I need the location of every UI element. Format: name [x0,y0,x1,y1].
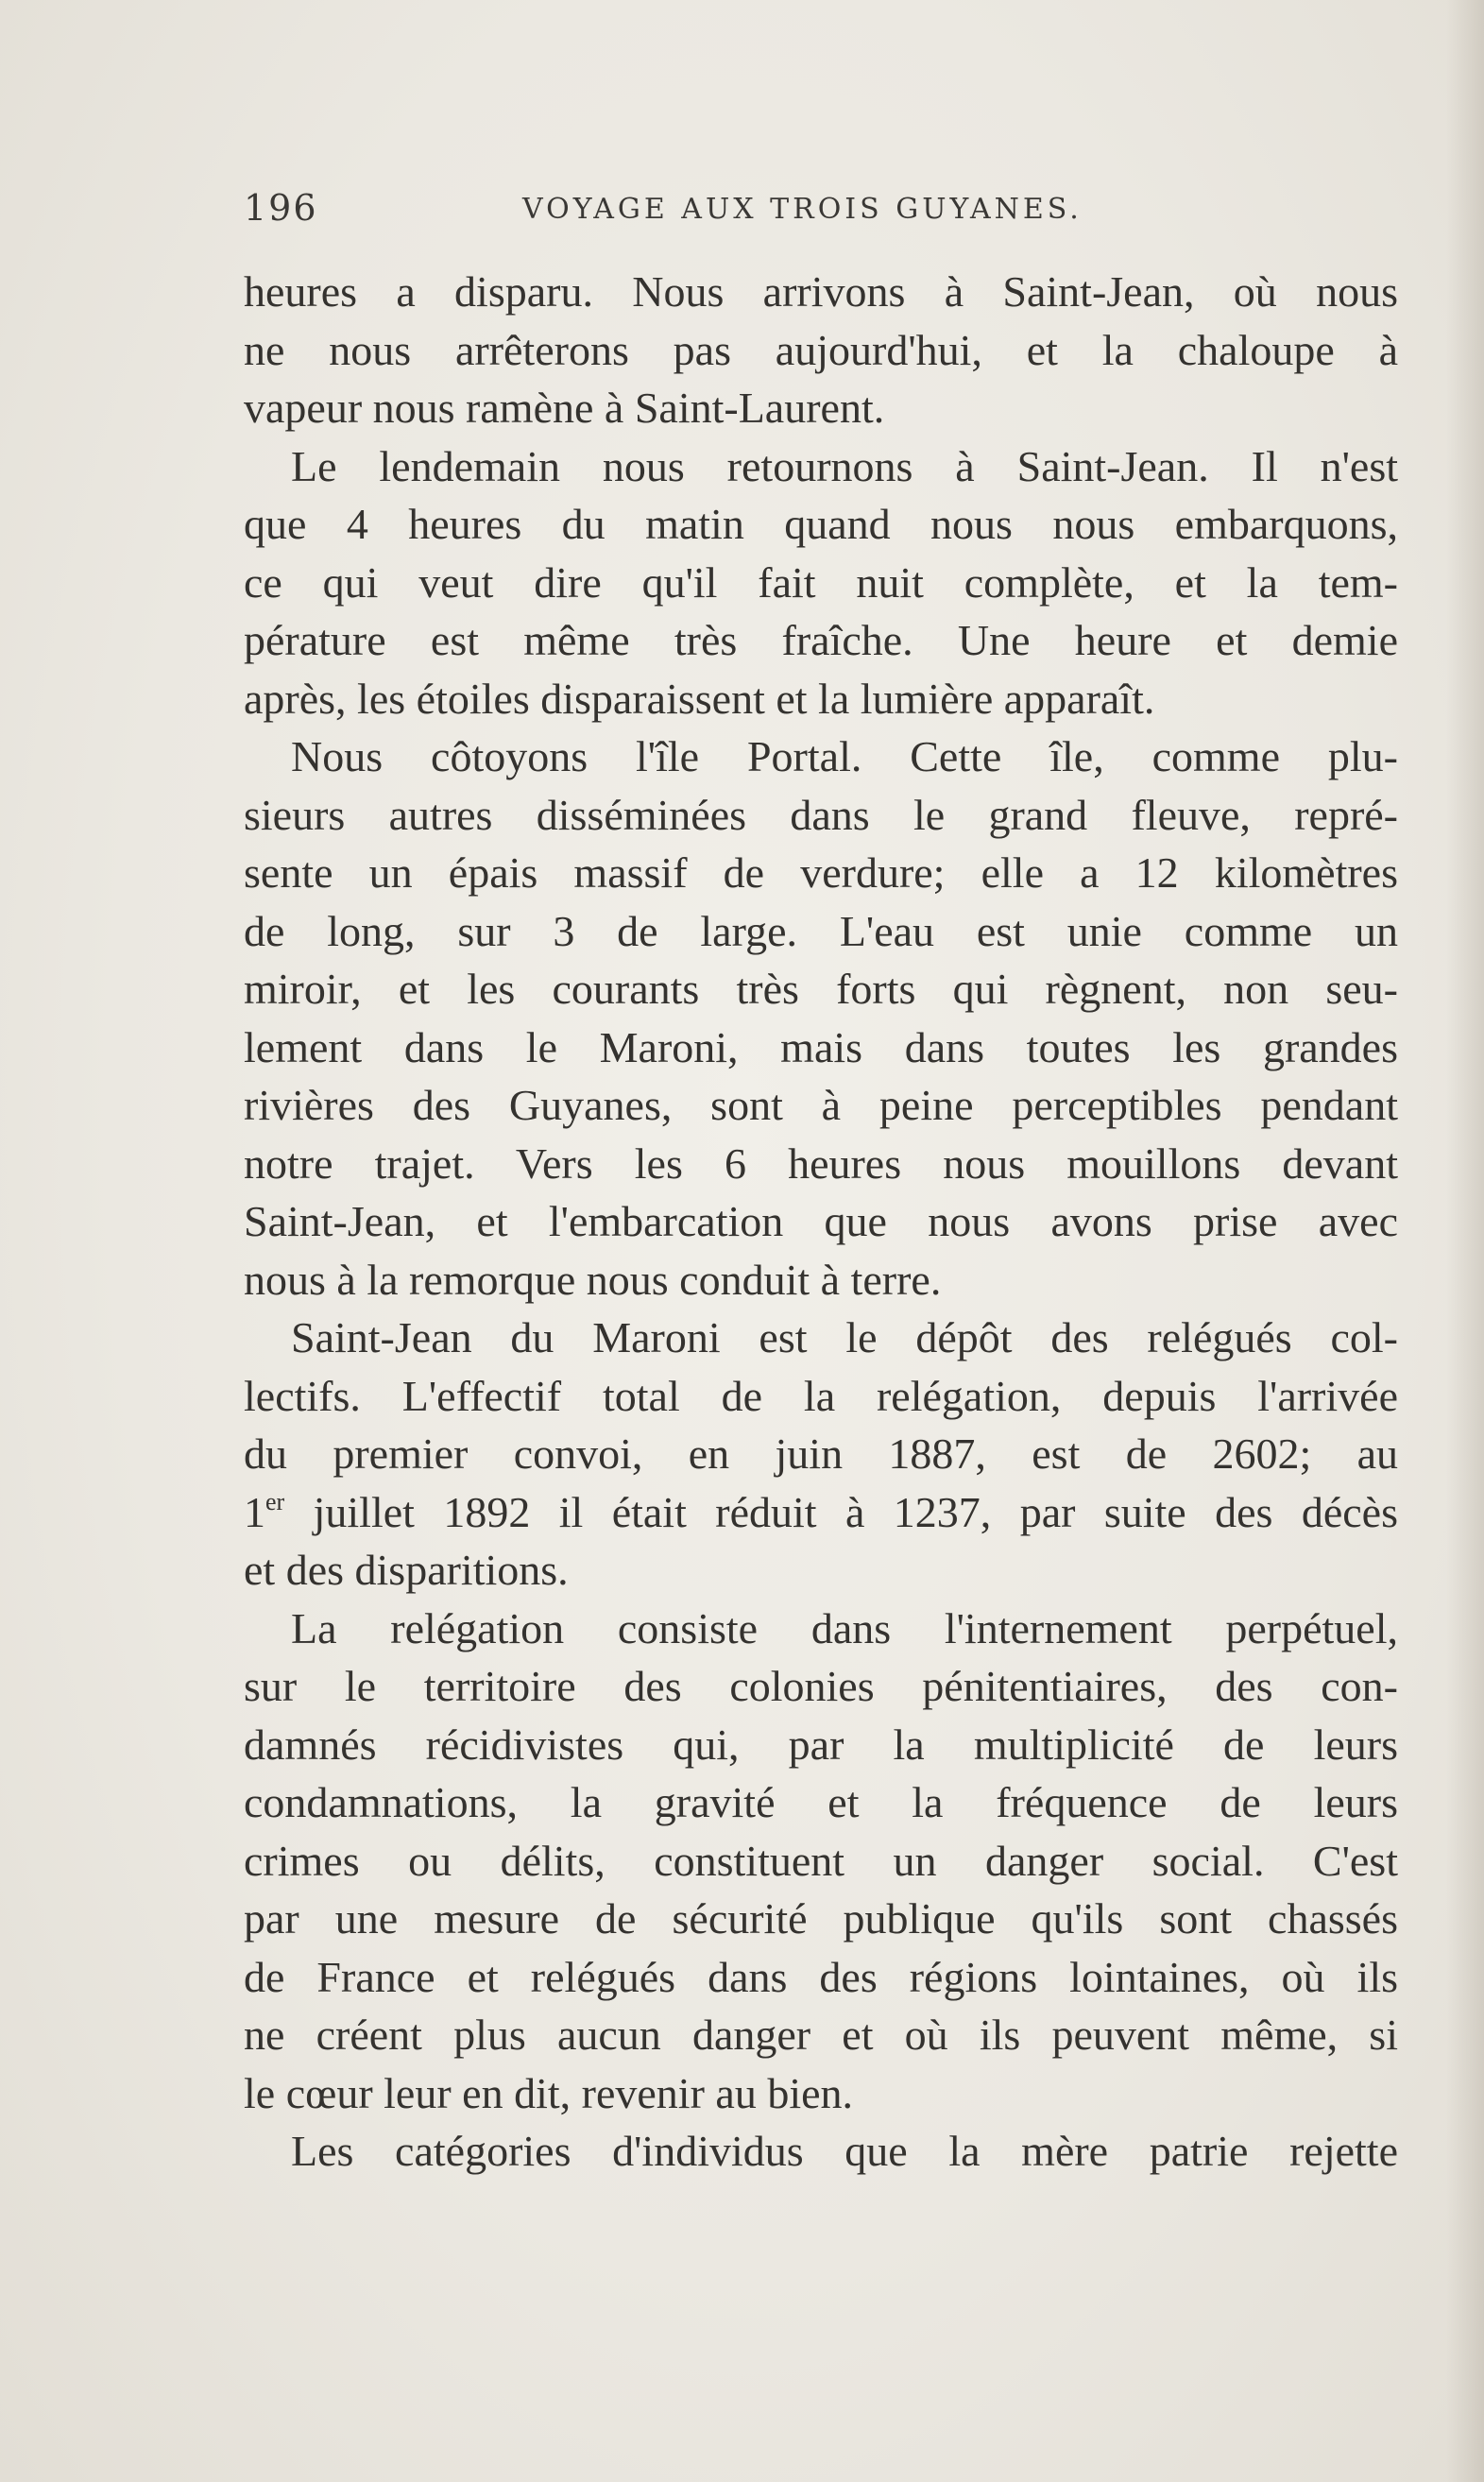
text-line [244,1483,1398,1542]
text-line: condamnations, la gravité et la fréquence de leurs [244,1778,1398,1826]
text-line: Nous côtoyons l'île Portal. Cette île, comme plu- [291,732,1398,780]
text-line: sur le territoire des colonies pénitentiaires, des con- [244,1662,1398,1710]
text-line: rivières des Guyanes, sont à peine perceptibles pendant [244,1081,1398,1129]
text-line: après, les étoiles disparaissent et la lumière apparaît. [244,674,1155,723]
text-line: de long, sur 3 de large. L'eau est unie comme un [244,906,1398,955]
body-text [244,263,1398,2181]
text-line: miroir, et les courants très forts qui règnent, non seu- [244,965,1398,1013]
running-title: VOYAGE AUX TROIS GUYANES. [522,193,1083,226]
text-line: le cœur leur en dit, revenir au bien. [244,2068,854,2117]
page-header [244,187,1406,244]
text-line: ne créent plus aucun danger et où ils peuvent même, si [244,2011,1398,2059]
page-edge-shadow [1446,0,1484,2482]
text-line: crimes ou délits, constituent un danger social. C'est [244,1836,1398,1885]
text-line: Le lendemain nous retournons à Saint-Jean. Il n'est [291,441,1398,490]
text-line: heures a disparu. Nous arrivons à Saint-Jean, où nous [244,267,1398,316]
text-line: pérature est même très fraîche. Une heure et demie [244,616,1398,664]
text-line: La relégation consiste dans l'internement perpétuel, [291,1603,1398,1652]
text-line: Les catégories d'individus que la mère patrie rejette [291,2127,1398,2175]
text-line: Saint-Jean, et l'embarcation que nous avons prise avec [244,1197,1398,1245]
text-line: notre trajet. Vers les 6 heures nous mouillons devant [244,1138,1398,1188]
text-line: sente un épais massif de verdure; elle a 12 kilomètres [244,848,1398,897]
text-line: ne nous arrêterons pas aujourd'hui, et la chaloupe à [244,325,1398,374]
text-line: Saint-Jean du Maroni est le dépôt des relégués col- [291,1313,1398,1361]
line-remainder: juillet 1892 il était réduit à 1237, par suite des décès [284,1487,1398,1536]
text-line: de France et relégués dans des régions lointaines, où ils [244,1952,1398,2001]
ordinal-superscript: er [265,1487,285,1515]
text-line: damnés récidivistes qui, par la multiplicité de leurs [244,1720,1398,1769]
text-line: sieurs autres disséminées dans le grand fleuve, repré- [244,790,1398,839]
text-line: ce qui veut dire qu'il fait nuit complète, et la tem- [244,557,1398,607]
text-line: du premier convoi, en juin 1887, est de 2602; au [244,1429,1398,1478]
text-line: lectifs. L'effectif total de la relégation, depuis l'arrivée [244,1371,1398,1420]
text-line: nous à la remorque nous conduit à terre. [244,1255,942,1304]
text-line: que 4 heures du matin quand nous nous embarquons, [244,500,1398,548]
page-number: 196 [244,187,318,229]
text-line: vapeur nous ramène à Saint-Laurent. [244,384,885,432]
text-line: et des disparitions. [244,1546,569,1594]
ordinal-number: 1 [244,1487,265,1536]
text-line: par une mesure de sécurité publique qu'ils sont chassés [244,1894,1398,1943]
text-line: lement dans le Maroni, mais dans toutes les grandes [244,1022,1398,1071]
